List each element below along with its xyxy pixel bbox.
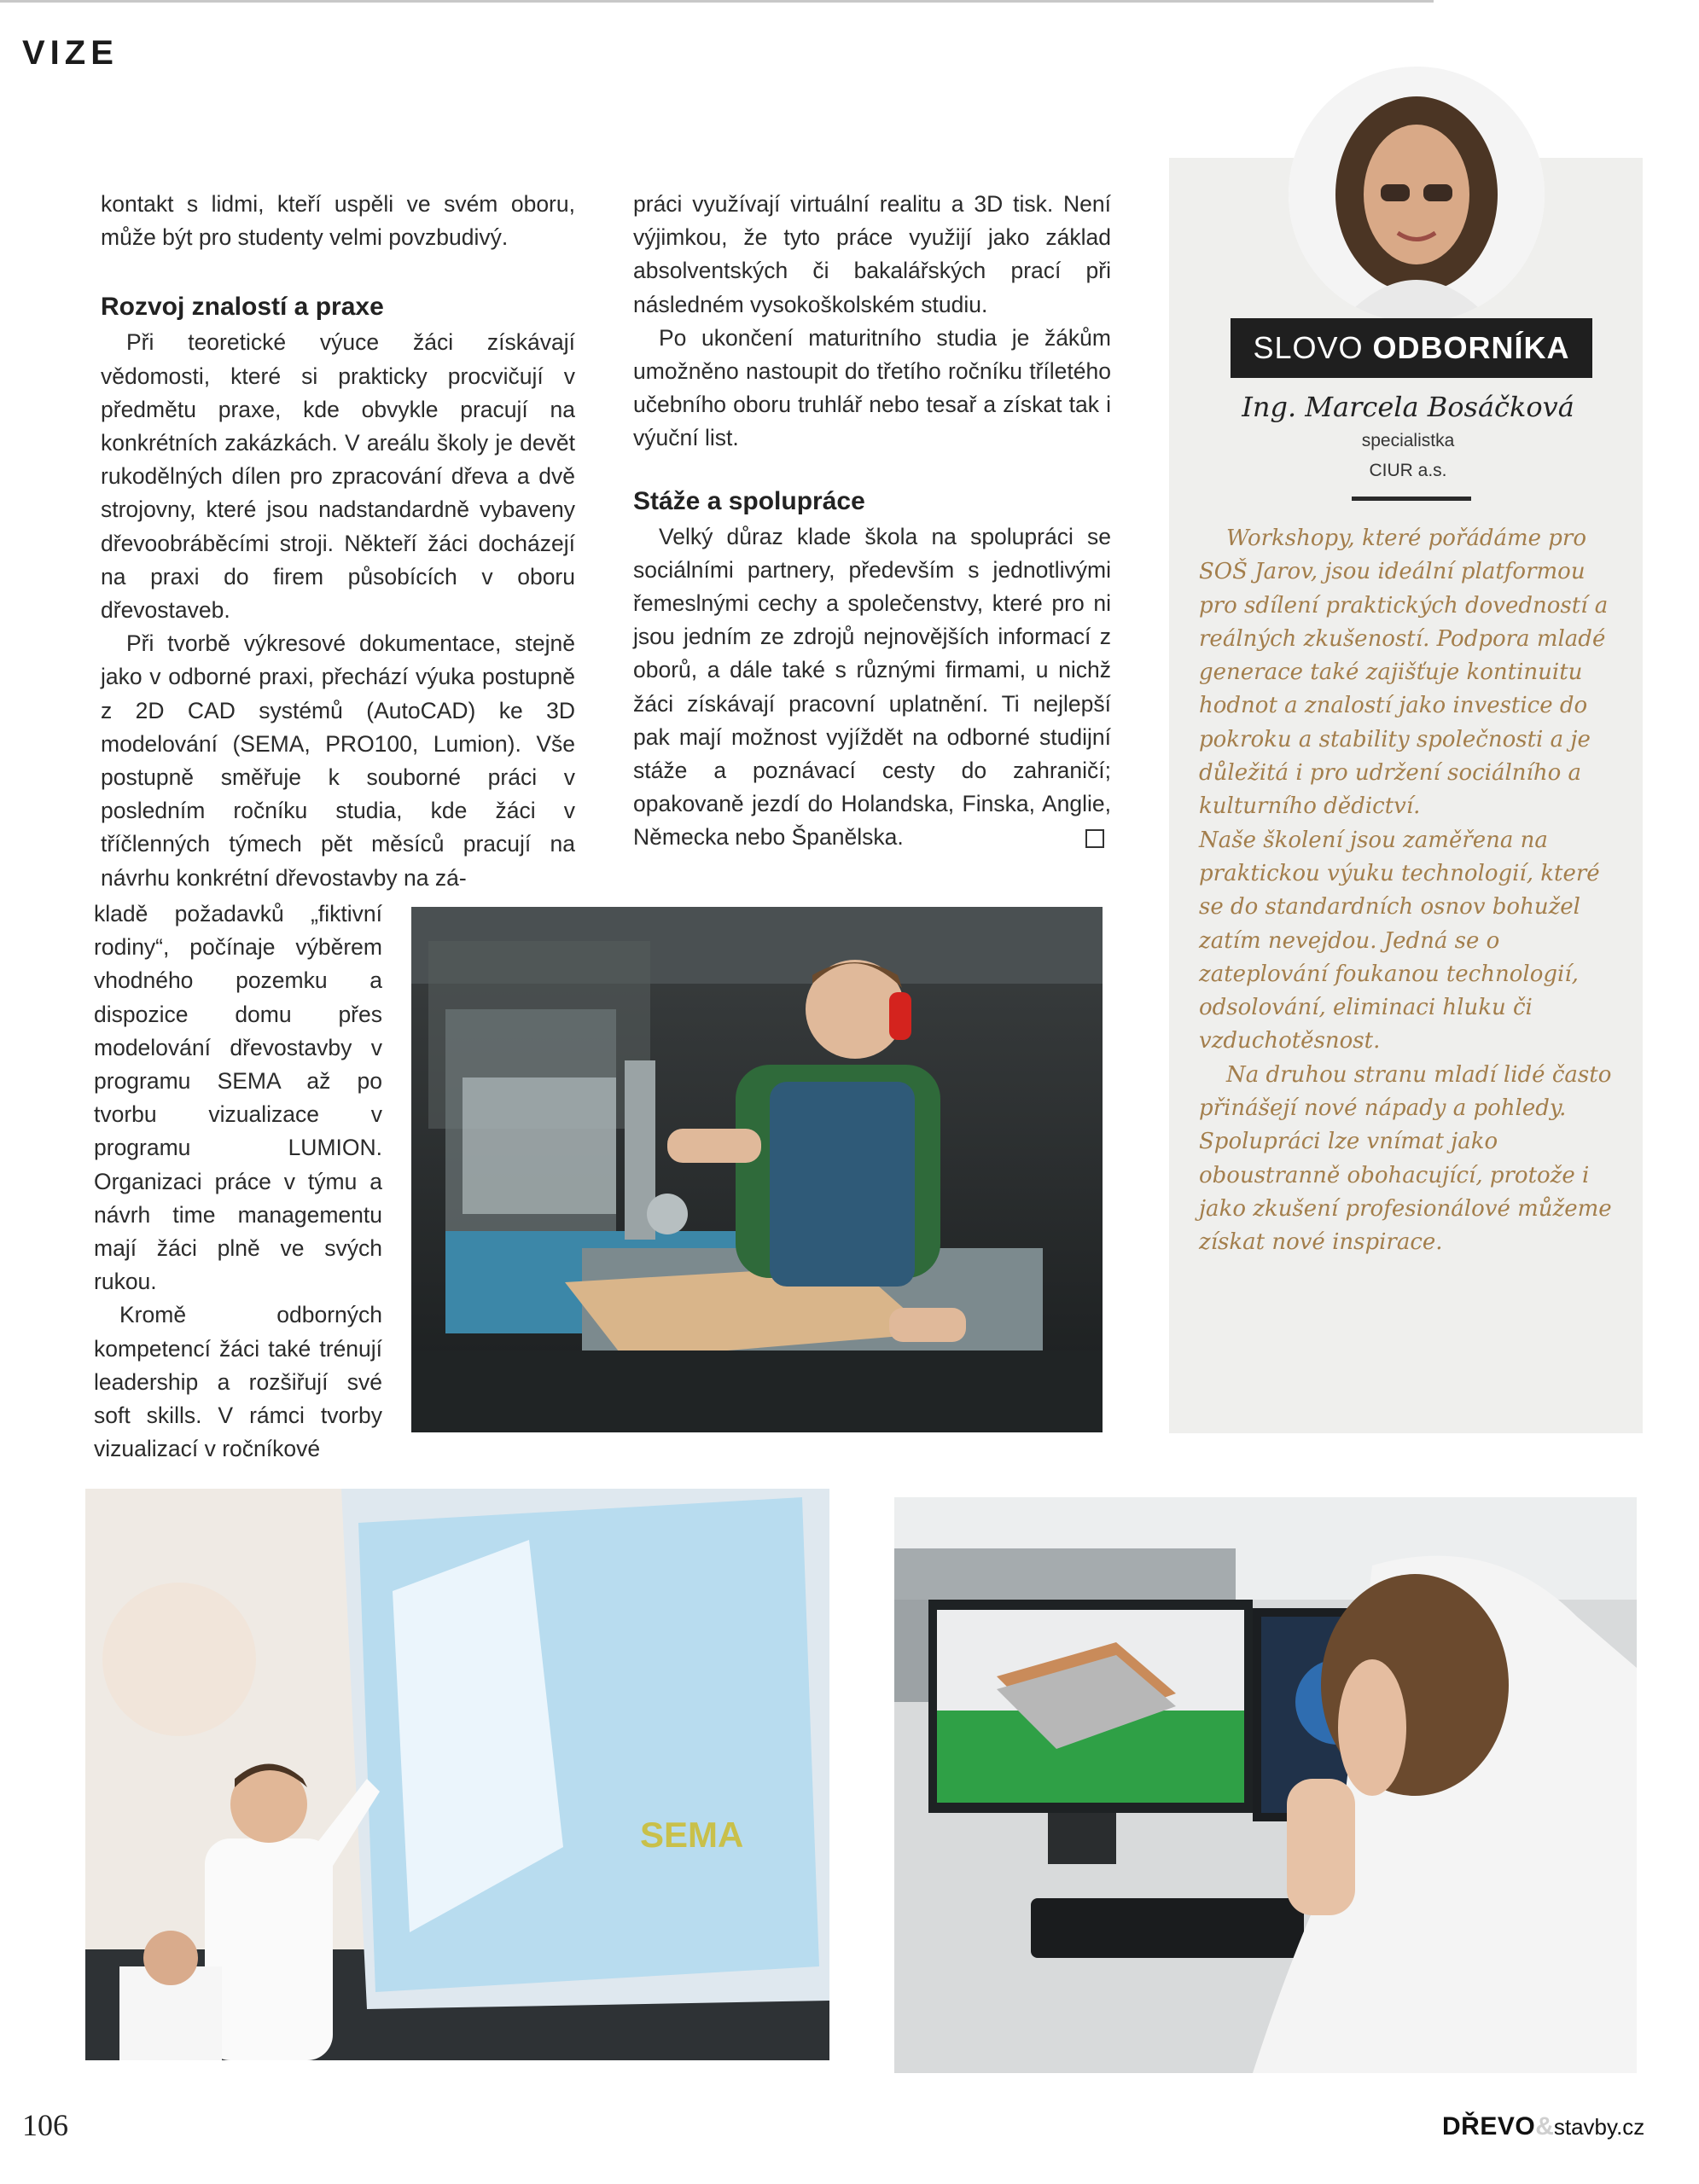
quote-paragraph-3: Na druhou stranu mladí lidé často přinášejí nové nápady a pohledy. Spolupráci lze vnímat jako oboustranně obohacující, protože i jako zkušení profesionálové můžeme získat nové inspirace. (1199, 1061, 1612, 1256)
article-column-1-narrow (94, 897, 382, 1466)
expert-heading-box: SLOVO ODBORNÍKA (1231, 318, 1592, 378)
expert-organization: CIUR a.s. (1369, 461, 1447, 480)
quote-paragraph-2: Naše školení jsou zaměřena na praktickou výuku technologií, které se do standardních osnov bohužel zatím nevejdou. Jedná se o zateplování foukanou technologií, odsolování, eliminaci hluku či vzduchotěsnost. (1199, 827, 1600, 1054)
paragraph-after-graduation: Po ukončení maturitního studia je žákům umožněno nastoupit do třetího ročníku tříletého učebního oboru truhlář nebo tesař a získat tak i výuční list. (633, 324, 1111, 451)
expert-quote (1199, 522, 1626, 1260)
paragraph-drawings: Při tvorbě výkresové dokumentace, stejně jako v odborné praxi, přechází výuka postupně z 2D CAD systémů (AutoCAD) ke 3D modelování (SEMA, PRO100, Lumion). Vše postupně směřuje k souborné práci v posledním ročníku studia, kde žáci v tříčlenných týmech pět měsíců pracují na návrhu konkrétní dřevostavby na zá- (101, 630, 575, 891)
paragraph-theory: Při teoretické výuce žáci získávají vědomosti, které si prakticky procvičují v předmětu praxe, kde obvykle pracují na konkrétních zakázkách. V areálu školy je devět rukodělných dílen pro zpracování dřeva a dvě strojovny, které jsou nadstandardně vybaveny dřevoobráběcími stroji. Někteří žáci docházejí na praxi do firem působících v oboru dřevostaveb. (101, 329, 575, 624)
photo-whiteboard-presentation (85, 1489, 829, 2060)
paragraph-cooperation: Velký důraz klade škola na spolupráci se sociálními partnery, především s jednotlivými řemeslnými cechy a společenstvy, které pro ni jsou jedním ze zdrojů nejnovějších informací z oborů, a dále také s různými firmami, u nichž žáci získávají pracovní uplatnění. Ti nejlepší pak mají možnost vyjíždět na odborné studijní stáže a poznávací cesty do zahraničí; opakovaně jezdí do Holandska, Finska, Anglie, Německa nebo Španělska. (633, 523, 1111, 851)
photo-computer-lab (894, 1497, 1637, 2073)
expert-portrait (1289, 67, 1545, 322)
heading-knowledge: Rozvoj znalostí a praxe (101, 293, 384, 322)
article-column-1 (101, 188, 575, 895)
page-number: 106 (22, 2108, 68, 2142)
expert-name: Ing. Marcela Bosáčková (1242, 391, 1574, 423)
expert-role: specialistka (1361, 431, 1455, 450)
paragraph-competences: Kromě odborných kompetencí žáci také trénují leadership a rozšiřují své soft skills. V rámci tvorby vizualizací v ročníkové (94, 1302, 382, 1462)
top-rule (0, 0, 1434, 3)
article-column-2 (633, 188, 1111, 855)
heading-internships: Stáže a spolupráce (633, 486, 865, 515)
paragraph-drawings-cont: kladě požadavků „fiktivní rodiny“, počínaje výběrem vhodného pozemku a dispozice domu přes modelování dřevostavby v programu SEMA až po tvorbu vizualizace v programu LUMION. Organizaci práce v týmu a návrh time managementu mají žáci plně ve svých rukou. (94, 901, 382, 1295)
paragraph-intro: kontakt s lidmi, kteří uspěli ve svém oboru, může být pro studenty velmi povzbudivý. (101, 191, 575, 251)
expert-divider (1352, 497, 1471, 501)
quote-paragraph-1: Workshopy, které pořádáme pro SOŠ Jarov, jsou ideální platformou pro sdílení praktických dovedností a reálných zkušeností. Podpora mladé generace také zajišťuje kontinuitu hodnot a znalostí jako investice do pokroku a stability společnosti a je důležitá i pro udržení sociálního a kulturního dědictví. (1199, 526, 1609, 820)
photo-student-machine (411, 907, 1103, 1432)
whiteboard-logo-text: SEMA (640, 1815, 744, 1855)
end-mark (1085, 829, 1104, 848)
magazine-logo: DŘEVO&stavby.cz (1442, 2112, 1645, 2140)
section-label: VIZE (22, 34, 119, 72)
paragraph-cont: práci využívají virtuální realitu a 3D tisk. Není výjimkou, že tyto práce využijí jako základ absolventských či bakalářských prací při následném vysokoškolském studiu. (633, 191, 1111, 317)
